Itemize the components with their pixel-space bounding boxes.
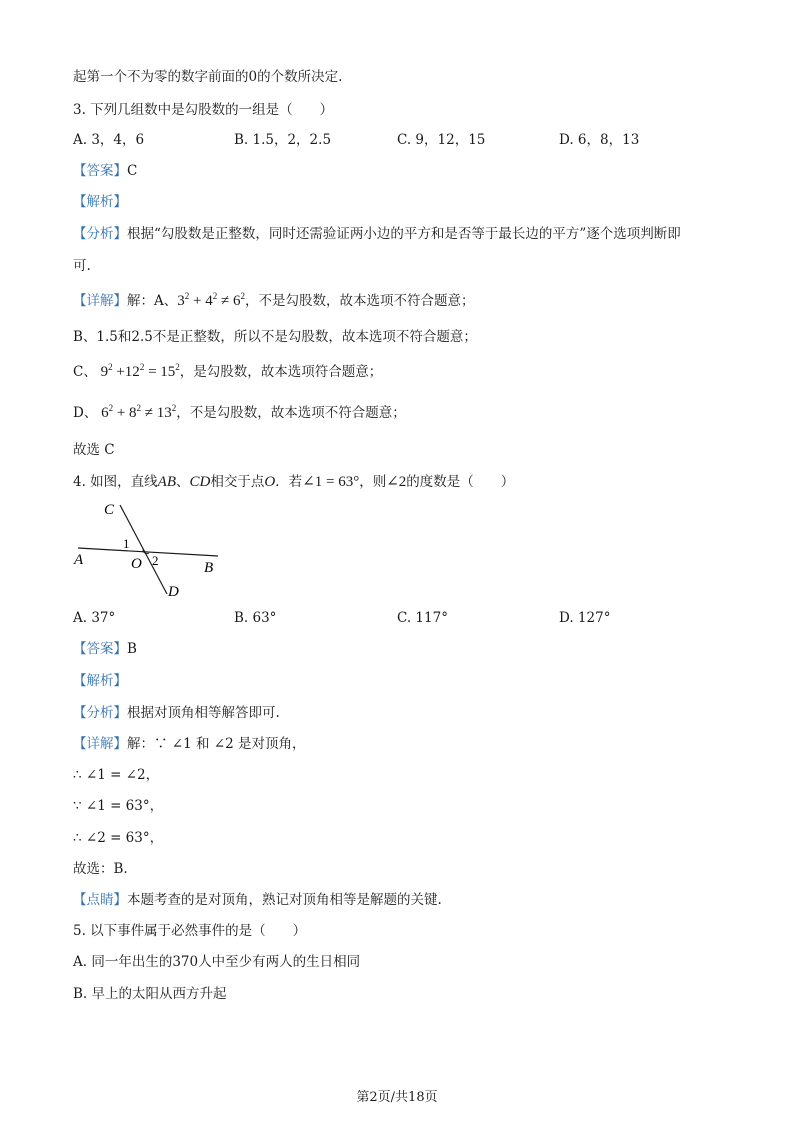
xiangjie-3-b: B、1.5和2.5不是正整数，所以不是勾股数，故本选项不符合题意； xyxy=(73,329,477,345)
question-5: 5. 以下事件属于必然事件的是（ ） xyxy=(73,923,307,939)
answer-tag: 【答案】 xyxy=(73,641,127,657)
fenxi-tag: 【分析】 xyxy=(73,226,127,242)
page-footer: 第2页/共18页 xyxy=(356,1090,438,1105)
fenxi-text: 根据“勾股数是正整数，同时还需验证两小边的平方和是否等于最长边的平方”逐个选项判断即 xyxy=(127,226,681,242)
label-1: 1 xyxy=(123,536,130,551)
text: 、 xyxy=(176,474,190,490)
fenxi-text: 根据对顶角相等解答即可. xyxy=(127,705,280,721)
fenxi-tag: 【分析】 xyxy=(73,705,127,721)
text: 解：A、 xyxy=(127,293,178,309)
q4-option-d: D. 127° xyxy=(559,610,611,626)
text: D、 xyxy=(73,405,98,421)
answer-4 xyxy=(73,640,137,658)
label-2: 2 xyxy=(152,553,159,568)
jiexi-tag: 【解析】 xyxy=(73,194,127,210)
text: ，是勾股数，故本选项符合题意； xyxy=(179,364,383,380)
math-ab: AB xyxy=(157,474,176,490)
label-a: A xyxy=(74,552,84,568)
math-angle: ∠1 = 63° xyxy=(302,474,360,490)
text: 的度数是（ ） xyxy=(406,474,515,490)
xiangjie-4-d: ∴ ∠2 = 63°， xyxy=(73,830,164,846)
jiexi-3 xyxy=(73,193,127,211)
xiangjie-4-a xyxy=(73,735,305,753)
math-formula: $9^2 +12^2 = 15^2$ xyxy=(96,362,180,380)
text: ，则 xyxy=(359,474,387,490)
answer-value: C xyxy=(127,163,138,179)
q3-option-b: B. 1.5，2，2.5 xyxy=(234,132,332,148)
answer-3 xyxy=(73,162,137,180)
fenxi-3-cont: 可. xyxy=(73,258,91,274)
xiangjie-3-c xyxy=(73,363,382,381)
label-d: D xyxy=(168,584,179,600)
q5-option-b: B. 早上的太阳从西方升起 xyxy=(73,986,227,1002)
math-angle2: ∠2 xyxy=(386,474,407,490)
xiangjie-tag: 【详解】 xyxy=(73,293,127,309)
xiangjie-4-c: ∵ ∠1 = 63°， xyxy=(73,798,164,814)
xiangjie-3-a xyxy=(73,292,474,310)
question-3: 3. 下列几组数中是勾股数的一组是（ ） xyxy=(73,102,334,118)
q3-option-d: D. 6，8，13 xyxy=(559,132,640,148)
dianjing-text: 本题考查的是对顶角，熟记对顶角相等是解题的关键. xyxy=(127,892,442,908)
fenxi-3 xyxy=(73,225,681,243)
xiangjie-4-e: 故选：B. xyxy=(73,861,128,877)
q3-option-a: A. 3，4，6 xyxy=(73,132,145,148)
xiangjie-tag: 【详解】 xyxy=(73,736,127,752)
q4-option-b: B. 63° xyxy=(234,610,277,626)
xiangjie-3-d xyxy=(73,404,406,422)
dianjing-4 xyxy=(73,891,442,909)
jiexi-tag: 【解析】 xyxy=(73,673,127,689)
xiangjie-3-end: 故选 C xyxy=(73,442,115,458)
text: 相交于点 xyxy=(210,474,265,490)
answer-tag: 【答案】 xyxy=(73,163,127,179)
text-line: 起第一个不为零的数字前面的0的个数所决定. xyxy=(73,69,343,85)
q5-option-a: A. 同一年出生的370人中至少有两人的生日相同 xyxy=(73,954,361,970)
text: C、 xyxy=(73,364,97,380)
q3-option-c: C. 9，12，15 xyxy=(397,132,486,148)
text: 4. 如图，直线 xyxy=(73,474,158,490)
question-4 xyxy=(73,473,514,491)
answer-value: B xyxy=(127,641,137,657)
q4-option-a: A. 37° xyxy=(73,610,116,626)
label-b: B xyxy=(204,560,214,576)
fenxi-4 xyxy=(73,704,280,722)
dianjing-tag: 【点睛】 xyxy=(73,892,127,908)
math-formula: $3^2 + 4^2 \ne 6^2$ xyxy=(177,291,245,309)
math-cd: CD xyxy=(189,474,211,490)
q4-option-c: C. 117° xyxy=(397,610,448,626)
label-c: C xyxy=(104,502,115,518)
label-o: O xyxy=(131,556,142,572)
text: ，不是勾股数，故本选项不符合题意； xyxy=(176,405,406,421)
math-formula: $6^2 + 8^2 \ne 13^2$ xyxy=(97,403,177,421)
text: 解：∵ ∠1 和 ∠2 是对顶角， xyxy=(127,736,306,752)
line-ab xyxy=(78,548,218,556)
text: ．若 xyxy=(275,474,303,490)
text: ，不是勾股数，故本选项不符合题意； xyxy=(244,293,475,309)
jiexi-4 xyxy=(73,672,127,690)
xiangjie-4-b: ∴ ∠1 = ∠2， xyxy=(73,767,160,783)
math-o: O xyxy=(264,474,276,490)
intersecting-lines-figure xyxy=(70,500,230,600)
